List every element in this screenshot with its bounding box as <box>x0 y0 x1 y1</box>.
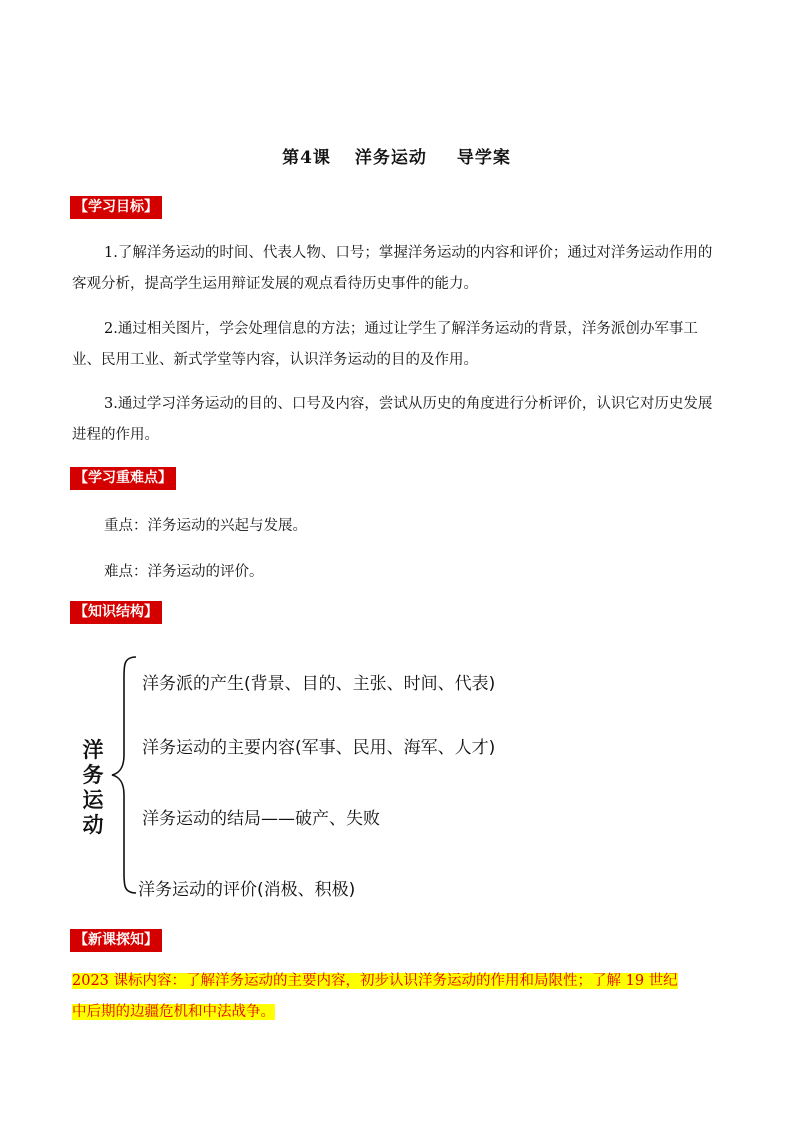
objective-2: 2.通过相关图片，学会处理信息的方法；通过让学生了解洋务运动的背景，洋务派创办军事工业、民用工业、新式学堂等内容，认识洋务运动的目的及作用。 <box>72 321 698 368</box>
page-title <box>0 143 793 168</box>
structure-item-content: 洋务运动的主要内容(军事、民用、海军、人才) <box>142 738 496 758</box>
structure-main-topic: 洋务运动 <box>82 738 104 837</box>
structure-item-evaluation: 洋务运动的评价(消极、积极) <box>138 880 356 900</box>
difficulty-point: 难点：洋务运动的评价。 <box>104 564 264 580</box>
new-lesson-heading: 【新课探知】 <box>70 929 162 952</box>
curriculum-standard <box>72 966 727 1028</box>
objective-3: 3.通过学习洋务运动的目的、口号及内容，尝试从历史的角度进行分析评价，认识它对历史发展进程的作用。 <box>72 396 713 443</box>
structure-item-outcome: 洋务运动的结局——破产、失败 <box>142 809 380 829</box>
objectives-heading: 【学习目标】 <box>70 196 162 219</box>
curly-brace-icon <box>110 655 140 895</box>
lesson-type: 导学案 <box>456 148 511 168</box>
key-point: 重点：洋务运动的兴起与发展。 <box>104 518 307 534</box>
structure-heading: 【知识结构】 <box>70 601 162 624</box>
lesson-number: 第4课 <box>282 148 331 168</box>
curriculum-line-1: 2023 课标内容：了解洋务运动的主要内容，初步认识洋务运动的作用和局限性；了解 19 世纪 <box>72 973 678 989</box>
curriculum-line-2: 中后期的边疆危机和中法战争。 <box>72 1004 275 1020</box>
objective-1: 1.了解洋务运动的时间、代表人物、口号；掌握洋务运动的内容和评价；通过对洋务运动作用的客观分析，提高学生运用辩证发展的观点看待历史事件的能力。 <box>72 245 713 292</box>
lesson-topic: 洋务运动 <box>354 148 427 168</box>
key-points-heading: 【学习重难点】 <box>70 467 176 490</box>
structure-item-origin: 洋务派的产生(背景、目的、主张、时间、代表) <box>142 674 496 694</box>
